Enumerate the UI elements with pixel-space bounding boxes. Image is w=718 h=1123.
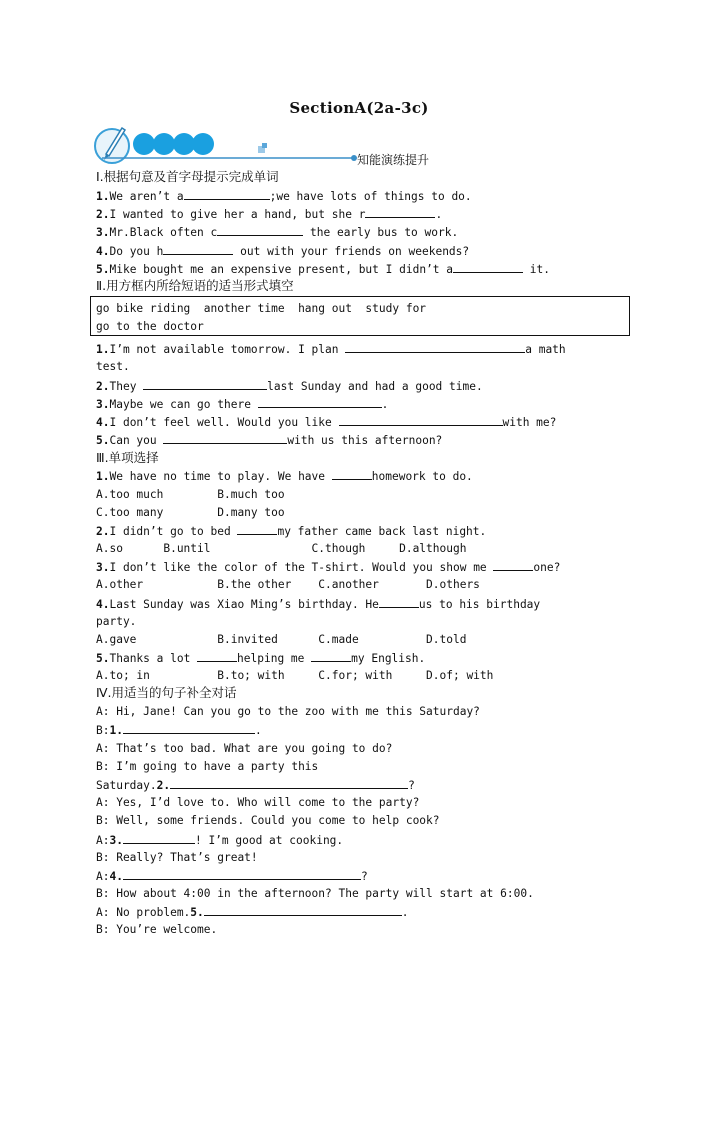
banner-label: 知能演练提升 [357,153,430,167]
part1-header: Ⅰ.根据句意及首字母提示完成单词 [96,169,279,184]
part1-item-3: 3.Mr.Black often c the early bus to work. [96,223,458,242]
part3-q4: 4.Last Sunday was Xiao Ming’s birthday. He us to his birthday [96,595,540,614]
part1-item-4: 4.Do you h out with your friends on weekends? [96,242,469,261]
part2-item-1-cont: test. [96,360,130,373]
dialogue-line-9: B: Really? That’s great! [96,851,258,864]
part2-item-1: 1.I’m not available tomorrow. I plan a math [96,340,566,359]
dialogue-line-5: Saturday.2. ? [96,776,415,795]
part2-item-2: 2.They last Sunday and had a good time. [96,377,483,396]
dialogue-line-7: B: Well, some friends. Could you come to help cook? [96,814,440,827]
part3-q3: 3.I don’t like the color of the T-shirt. Would you show me one? [96,558,560,577]
part3-q4-options: A.gave B.invited C.made D.told [96,633,467,646]
part1-item-5: 5.Mike bought me an expensive present, but I didn’t a it. [96,260,550,279]
page-title: SectionA(2a-3c) [289,99,429,117]
part3-q2: 2.I didn’t go to bed my father came back last night. [96,522,486,541]
part3-q2-options: A.so B.until C.though D.although [96,542,467,555]
dialogue-line-4: B: I’m going to have a party this [96,760,319,773]
part3-q1-options-cd: C.too many D.many too [96,506,285,519]
bubble-dots-decoration [133,133,214,155]
part3-q5: 5.Thanks a lot helping me my English. [96,649,425,668]
part3-q3-options: A.other B.the other C.another D.others [96,578,480,591]
dialogue-line-11: B: How about 4:00 in the afternoon? The party will start at 6:00. [96,887,534,900]
dialogue-line-3: A: That’s too bad. What are you going to do? [96,742,393,755]
dialogue-line-12: A: No problem.5. . [96,903,409,922]
part1-item-2: 2.I wanted to give her a hand, but she r . [96,205,442,224]
part3-q5-options: A.to; in B.to; with C.for; with D.of; with [96,669,494,682]
part2-header: Ⅱ.用方框内所给短语的适当形式填空 [96,278,294,293]
phrase-box-line-1: go bike riding another time hang out study for [96,302,427,315]
part3-q1: 1.We have no time to play. We have homework to do. [96,467,473,486]
dialogue-line-6: A: Yes, I’d love to. Who will come to the party? [96,796,420,809]
part1-item-1: 1.We aren’t a ;we have lots of things to do. [96,187,472,206]
part3-q1-options-ab: A.too much B.much too [96,488,285,501]
dialogue-line-8: A:3. ! I’m good at cooking. [96,831,343,850]
dialogue-line-13: B: You’re welcome. [96,923,218,936]
part4-header: Ⅳ.用适当的句子补全对话 [96,685,237,700]
part3-q4-cont: party. [96,615,137,628]
dialogue-line-10: A:4. ? [96,867,368,886]
part2-item-4: 4.I don’t feel well. Would you like with me? [96,413,556,432]
phrase-box-line-2: go to the doctor [96,320,204,333]
dialogue-line-1: A: Hi, Jane! Can you go to the zoo with me this Saturday? [96,705,480,718]
part3-header: Ⅲ.单项选择 [96,450,159,465]
part2-item-5: 5.Can you with us this afternoon? [96,431,442,450]
dialogue-line-2: B:1. . [96,721,262,740]
part2-item-3: 3.Maybe we can go there . [96,395,388,414]
